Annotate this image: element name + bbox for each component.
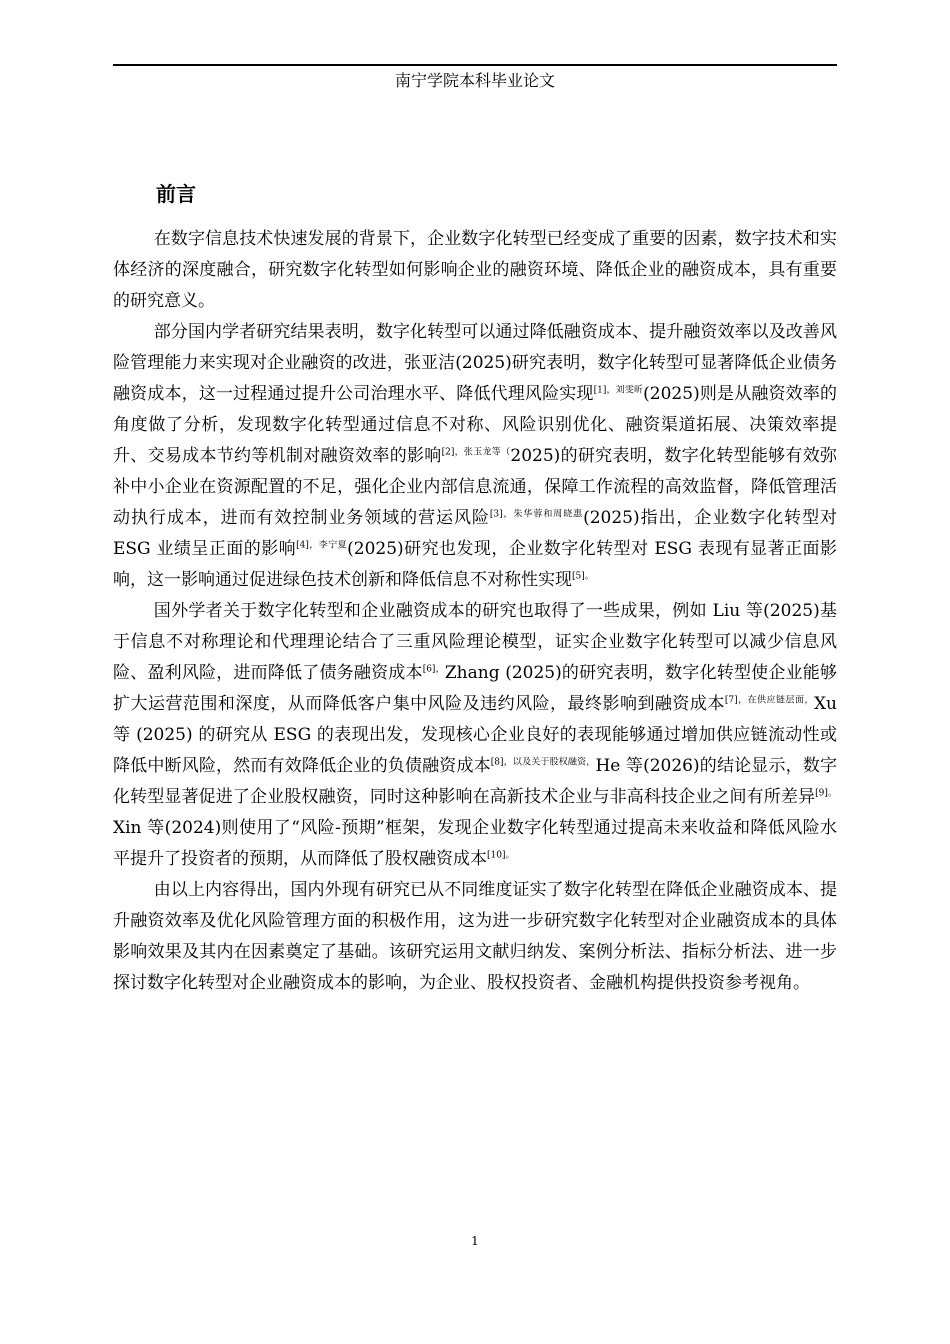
text-run: Xin 等(2024)则使用了“风险-预期”框架，发现企业数字化转型通过提高未来收益和降低风险水平提升了投资者的预期，从而降低了股权融资成本 bbox=[113, 818, 837, 869]
text-run: (2025)指出，企业数字化转型对 ESG 业绩呈正面的影响 bbox=[113, 508, 838, 559]
citation-ref: [4]，李宁夏 bbox=[296, 540, 348, 551]
header-rule bbox=[113, 64, 837, 66]
text-run: 部分国内学者研究结果表明，数字化转型可以通过降低融资成本、提升融资效率以及改善风险管理能力来实现对企业融资的改进，张亚洁(2025)研究表明，数字化转型可显著降低企业债务融资成本，这一过程通过提升公司治理水平、降低代理风险实现 bbox=[113, 322, 837, 404]
paragraph-foreign-research bbox=[113, 596, 837, 875]
citation-ref: [10]。 bbox=[487, 850, 515, 861]
text-run: He 等(2026)的结论显示，数字化转型显著促进了企业股权融资，同时这种影响在高新技术企业与非高科技企业之间有所差异 bbox=[113, 756, 837, 807]
citation-ref: [7]，在供应链层面， bbox=[724, 695, 814, 706]
citation-ref: [9]。 bbox=[815, 788, 837, 799]
paragraph-intro: 在数字信息技术快速发展的背景下，企业数字化转型已经变成了重要的因素，数字技术和实体经济的深度融合，研究数字化转型如何影响企业的融资环境、降低企业的融资成本，具有重要的研究意义。 bbox=[113, 229, 837, 311]
citation-ref: [5]。 bbox=[572, 571, 594, 582]
citation-ref: [2]，张玉龙等（ bbox=[441, 447, 511, 458]
text-run: 国外学者关于数字化转型和企业融资成本的研究也取得了一些成果，例如 Liu 等(2025)基于信息不对称理论和代理理论结合了三重风险理论模型，证实企业数字化转型可以减少信息风险、盈利风险，进而降低了债务融资成本 bbox=[113, 601, 837, 683]
section-heading: 前言 bbox=[156, 182, 196, 206]
citation-ref: [6]， bbox=[422, 664, 445, 675]
paragraph-domestic-research bbox=[113, 317, 837, 596]
citation-ref: [8]，以及关于股权融资， bbox=[490, 757, 596, 768]
text-run: Zhang (2025)的研究表明，数字化转型使企业能够扩大运营范围和深度，从而降低客户集中风险及违约风险，最终影响到融资成本 bbox=[113, 663, 837, 714]
citation-ref: [1]，刘雯昕 bbox=[593, 385, 644, 396]
body-text bbox=[113, 224, 837, 999]
page-number: 1 bbox=[471, 1234, 479, 1248]
text-run: (2025)则是从融资效率的角度做了分析，发现数字化转型通过信息不对称、风险识别优化、融资渠道拓展、决策效率提升、交易成本节约等机制对融资效率的影响 bbox=[113, 384, 838, 466]
text-run: (2025)研究也发现，企业数字化转型对 ESG 表现有显著正面影响，这一影响通过促进绿色技术创新和降低信息不对称性实现 bbox=[113, 539, 837, 590]
citation-ref: [3]，朱华蓉和周晓惠 bbox=[489, 509, 584, 520]
running-header: 南宁学院本科毕业论文 bbox=[394, 71, 555, 90]
paragraph-conclusion: 由以上内容得出，国内外现有研究已从不同维度证实了数字化转型在降低企业融资成本、提升融资效率及优化风险管理方面的积极作用，这为进一步研究数字化转型对企业融资成本的具体影响效果及其内在因素奠定了基础。该研究运用文献归纳发、案例分析法、指标分析法、进一步探讨数字化转型对企业融资成本的影响，为企业、股权投资者、金融机构提供投资参考视角。 bbox=[113, 880, 837, 993]
text-run: 2025)的研究表明，数字化转型能够有效弥补中小企业在资源配置的不足，强化企业内部信息流通，保障工作流程的高效监督，降低管理活动执行成本，进而有效控制业务领域的营运风险 bbox=[113, 446, 838, 528]
text-run: Xu 等 (2025) 的研究从 ESG 的表现出发，发现核心企业良好的表现能够通过增加供应链流动性或降低中断风险，然而有效降低企业的负债融资成本 bbox=[113, 694, 838, 776]
